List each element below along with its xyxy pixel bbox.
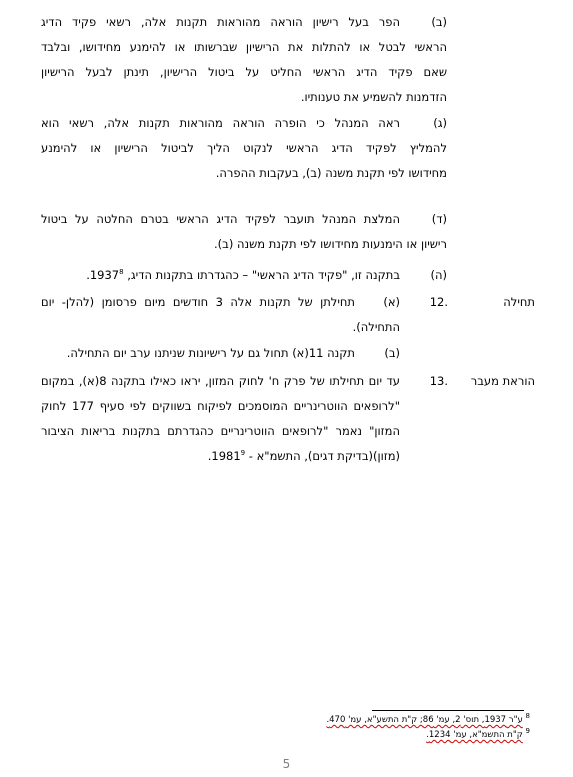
- section-13-last-line: (מזון)(בדיקת דגים), התשמ"א - 1981: [211, 449, 400, 463]
- section-13-side-title: הוראת מעבר: [470, 374, 535, 388]
- para-g-marker: (ג): [433, 116, 447, 130]
- section-12a-marker: (א): [383, 295, 400, 309]
- footnote-8-text: ע"ר 1937, תוס' 2, עמ' 86; ק"ת התשע"א, עמ' 470.: [326, 715, 523, 725]
- para-b1-marker: (ב): [431, 15, 447, 29]
- para-g-line-3: מחידושו לפי תקנת משנה (ב), בעקבות ההפרה.: [215, 166, 447, 180]
- section-13-line-3: המזון" נאמר "לרופאים הווטרינריים כהגדרתם בתקנות בריאות הציבור: [41, 424, 400, 438]
- footnote-ref-9[interactable]: 9: [240, 449, 246, 458]
- footnote-9: [200, 729, 530, 742]
- footnote-8-num: 8: [525, 712, 530, 721]
- para-h-end: .: [86, 268, 90, 282]
- para-d-line-1: המלצת המנהל תועבר לפקיד הדיג הראשי בטרם החלטה על ביטול: [41, 212, 400, 226]
- para-h-marker: (ה): [430, 268, 447, 282]
- section-13-end: .: [207, 449, 212, 463]
- para-b1-line-4: הזדמנות להשמיע את טענותיו.: [300, 90, 447, 104]
- page-number: 5: [282, 757, 291, 771]
- footnote-9-text: ק"ת התשמ"א, עמ' 1234.: [426, 730, 523, 740]
- section-12-number: .12: [429, 295, 448, 309]
- footnote-ref-8[interactable]: 8: [119, 268, 124, 277]
- para-b1-line-1: הפר בעל רישיון הוראה מהוראות תקנות אלה, רשאי פקיד הדיג: [41, 15, 400, 29]
- section-12-side-title: תחילה: [503, 295, 535, 309]
- para-g-line-1: ראה המנהל כי הופרה הוראה מהוראות תקנות אלה, רשאי הוא: [41, 116, 400, 130]
- section-13-line-1: עד יום תחילתו של פרק ח' לחוק המזון, יראו כאילו בתקנה 8(א), במקום: [41, 374, 401, 388]
- para-h-text: [41, 263, 400, 288]
- para-b1-line-2: הראשי לבטל או להתלות את הרישיון שברשותו או להימנע מחידושו, ובלבד: [41, 40, 447, 54]
- section-12a-line-1: תחילתן של תקנות אלה 3 חודשים מיום פרסומן (להלן- יום: [41, 295, 355, 309]
- para-d-marker: (ד): [431, 212, 447, 226]
- para-d-line-2: רישיון או הימנעות מחידושו לפי תקנת משנה (ב).: [214, 237, 447, 251]
- section-12b-marker: (ב): [384, 346, 400, 360]
- footnote-separator: [372, 710, 524, 711]
- footnote-8: [200, 714, 530, 727]
- section-12a-line-2: התחילה).: [352, 320, 400, 334]
- footnote-9-num: 9: [525, 727, 530, 736]
- section-13-line-2: "לרופאים הווטרינריים המוסמכים לפיקוח בשווקים לפי סעיף 177 לחוק: [41, 399, 400, 413]
- section-13-line-4: [41, 444, 400, 469]
- para-g-line-2: להמליץ לפקיד הדיג הראשי לנקוט הליך לביטול הרישיון או להימנע: [41, 141, 447, 155]
- para-h-body: בתקנה זו, "פקיד הדיג הראשי" – כהגדרתו בתקנות הדיג, 1937: [89, 268, 400, 282]
- section-13-number: .13: [429, 374, 448, 388]
- section-12b-text: תקנה 11(א) תחול גם על רישיונות שניתנו ערב יום התחילה.: [66, 346, 355, 360]
- para-b1-line-3: שאם פקיד הדיג הראשי החליט על ביטול הרישיון, תינתן לבעל הרישיון: [41, 65, 447, 79]
